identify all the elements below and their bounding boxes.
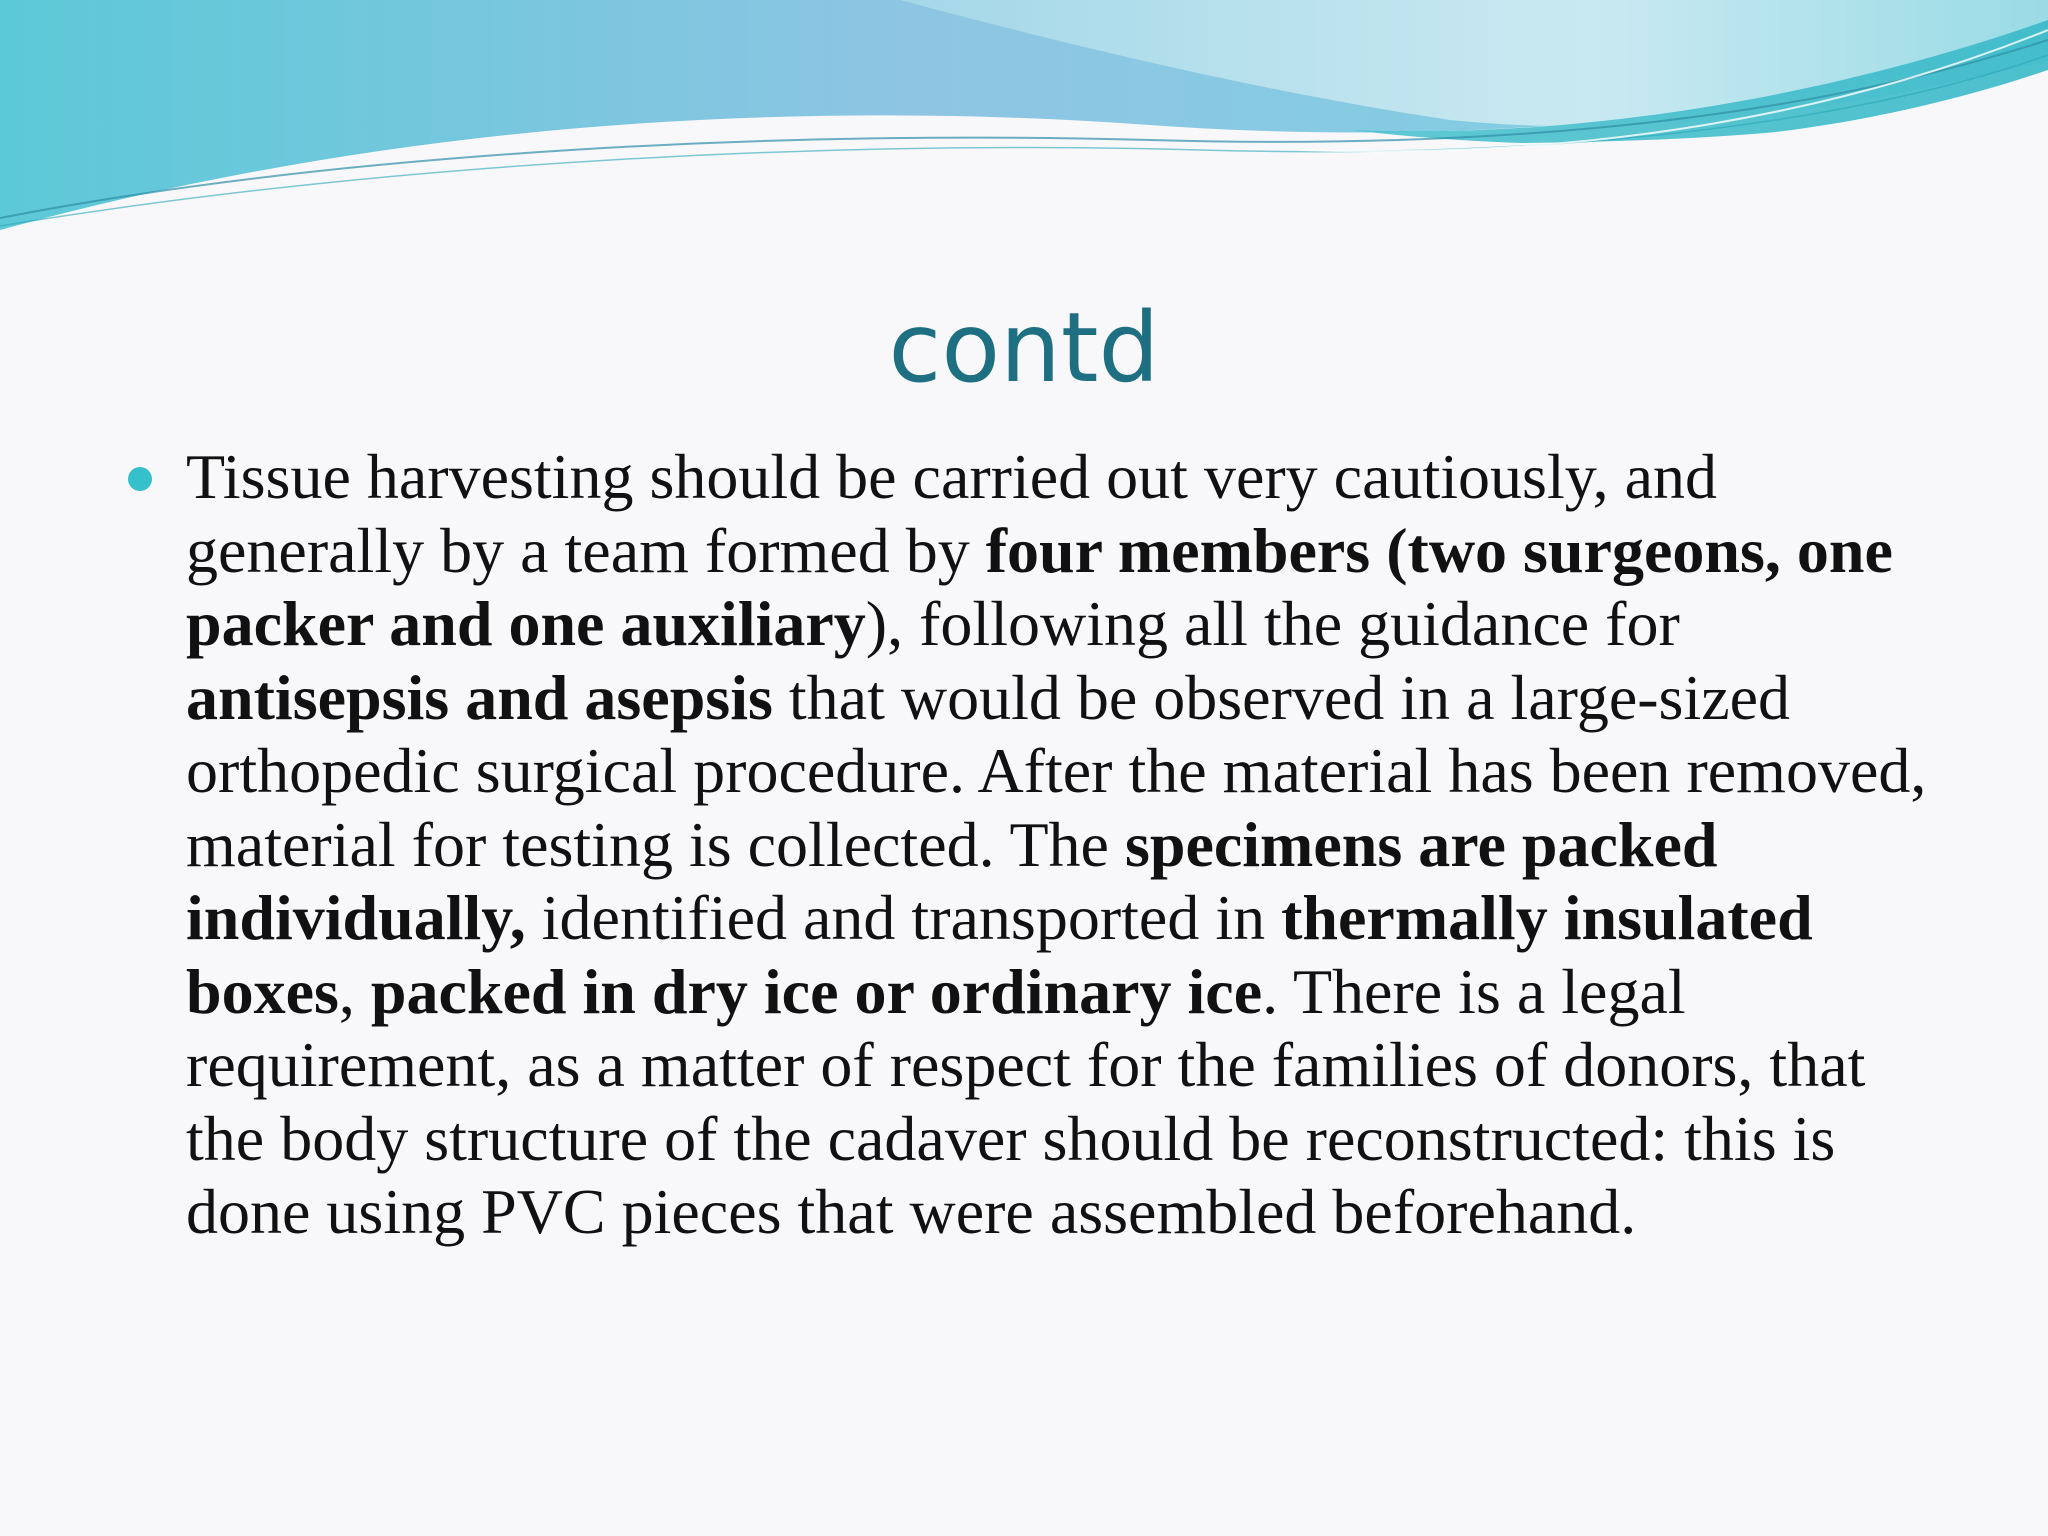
text-segment: , <box>338 955 371 1027</box>
text-segment-bold: antisepsis and asepsis <box>186 661 773 733</box>
bullet-text <box>186 441 1926 1247</box>
text-segment-bold: packed in dry ice or ordinary ice <box>370 955 1263 1027</box>
bullet-dot-icon <box>128 467 152 491</box>
text-segment: ), following all the guidance for <box>865 588 1680 659</box>
text-segment-bold: four members (two surgeons, one packer and one auxiliary <box>186 514 1893 659</box>
bullet-list <box>128 440 1928 1249</box>
text-segment: that would be observed in a large-sized orthopedic surgical procedure. After the material has been removed, material for testing is collected. The <box>186 661 1927 880</box>
text-segment-bold: specimens are packed individually, <box>186 808 1718 953</box>
text-segment: . There is a legal requirement, as a matter of respect for the families of donors, that the body structure of the cadaver should be reconstructed: this is done using PVC pieces that were assembled beforehand. <box>186 955 1866 1247</box>
text-segment: identified and transported in <box>525 882 1282 953</box>
text-segment: Tissue harvesting should be carried out very cautiously, and generally by a team formed by <box>186 441 1717 586</box>
bullet-item <box>128 440 1928 1249</box>
text-segment-bold: thermally insulated boxes <box>186 882 1813 1027</box>
wave-header-decoration <box>0 0 2048 240</box>
slide-title: contd <box>888 292 1160 404</box>
